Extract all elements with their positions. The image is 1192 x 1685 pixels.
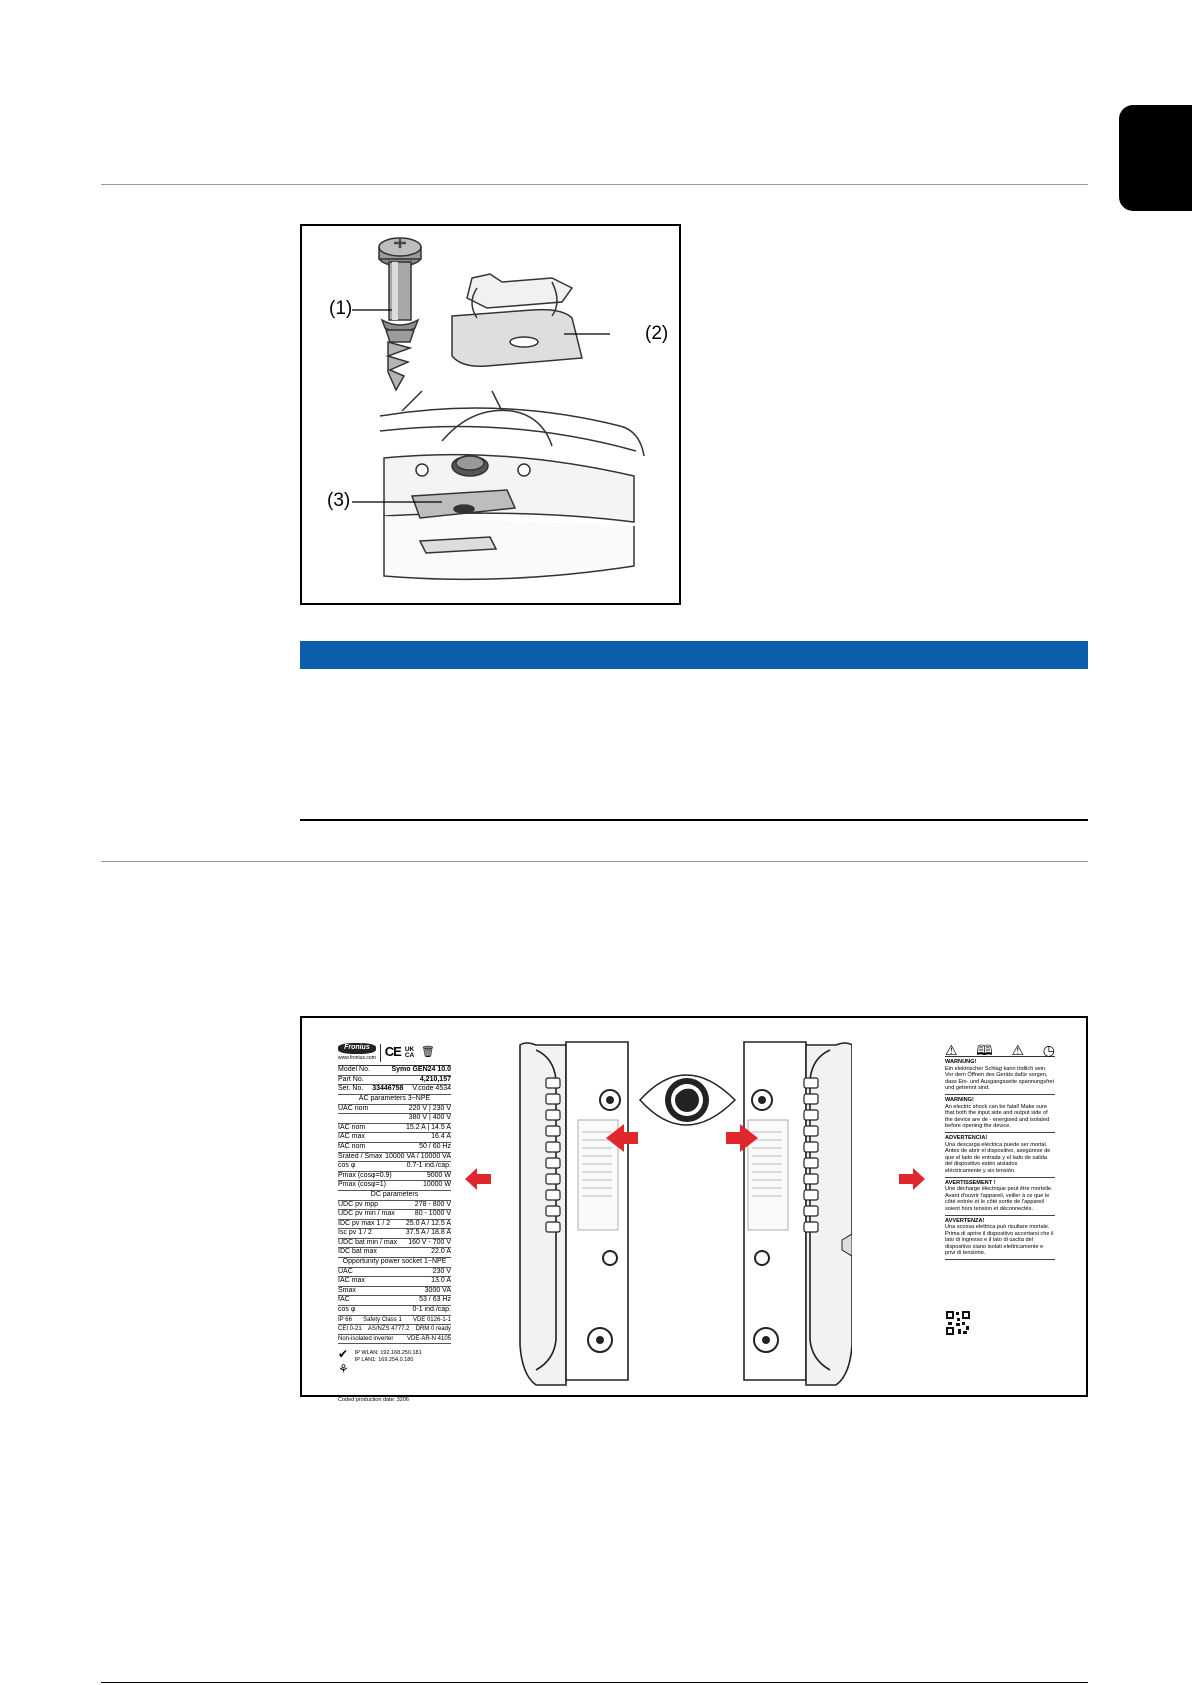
warning-triangle-icon: ⚠ bbox=[945, 1042, 958, 1058]
figure-mounting-parts bbox=[300, 224, 681, 605]
notice-bottom-rule bbox=[300, 819, 1088, 821]
warning-label: ⚠ 🕮 ⚠ ◷ WARNUNG! Ein elektrischer Schlag kann tödlich sein. Vor dem Öffnen des Geräts dafür sorgen, dass Ein- und Ausgangsseite spannungsfrei und getrennt sind. WARNING! An electric shock can be fatal! Make sure that both the input side and output side of the device are de - energised and isolated before opening the device. ADVERTENCIA! Una descarga eléctrica puede ser mortal. Antes de abrir el dispositivo, asegúrese de que el lado de entrada y el lado de salida del dispositivo estén aislados eléctricamente y sin tensión. AVERTISSEMENT ! Une décharge électrique peut être mortelle. Avant d'ouvrir l'appareil, veiller à ce que le côté entrée et le côté sortie de l'appareil soient hors tension et déconnectés. AVVERTENZA! Una scossa elettrica può risultare mortale. Prima di aprire il dispositivo accertarsi che il lato di ingresso e il lato di uscita del dispositivo siano isolati elettricamente e privi di tensione. bbox=[945, 1047, 1055, 1339]
ip-wlan: IP WLAN: 192.168.250.181 bbox=[354, 1350, 422, 1357]
fronius-logo: Fronius www.fronius.com bbox=[338, 1044, 376, 1061]
inverter-side-views bbox=[512, 1040, 852, 1395]
ukca-mark: UK CA bbox=[404, 1045, 415, 1059]
footer-rule bbox=[101, 1682, 1088, 1683]
top-divider bbox=[101, 184, 1088, 185]
notice-header-bar bbox=[300, 641, 1088, 669]
discharge-time-icon: ◷ bbox=[1042, 1042, 1055, 1058]
figure-rating-plate bbox=[300, 1016, 1088, 1403]
manual-book-icon: 🕮 bbox=[976, 1042, 993, 1058]
mounting-parts-illustration bbox=[302, 226, 679, 603]
production-date: Coded production date: 3206 bbox=[338, 1396, 409, 1403]
section-divider bbox=[101, 861, 1088, 862]
eye-icon bbox=[640, 1075, 735, 1125]
cert-seal-icon: ⚘ bbox=[338, 1362, 349, 1376]
arrow-left-icon bbox=[465, 1168, 491, 1190]
weee-bin-icon: 🗑 bbox=[420, 1046, 435, 1059]
callout-3: (3) bbox=[327, 490, 351, 511]
section-tab-marker bbox=[1119, 105, 1192, 211]
ip-lan: IP LAN1: 169.254.0.180 bbox=[354, 1357, 414, 1364]
rating-plate: Fronius www.fronius.com CE UK CA 🗑 Model No. Symo GEN24 10.0 Part No. 4,210,157 Ser. No. 33446758 V.code 4534 AC parameters 3~NPE UAC nom 220 V | 230 V 380 V | 400 V IAC nom 15.2 A | 14.5 A IAC max 16.4 A fAC nom 50 / 60 Hz Srated / Smax 10000 VA / 10000 VA cos φ 0.7-1 ind./cap. Pmax (cosφ=0.9) 9000 W Pmax (cosφ=1) 10000 W DC parameters UDC pv mpp 278 - 800 V UDC pv min / max 80 - 1000 V IDC pv max 1 / 2 25.0 A / 12.5 A Isc pv 1 / 2 37.5 A / 18.8 A UDC bat min / max 160 V - 700 V IDC bat max 22.0 A Opportunity power socket 1~NPE UAC 230 V IAC max 13.0 A Smax 3000 VA fAC 53 / 63 Hz cos φ 0-1 ind./cap. IP 66 Safety Class 1 VDE 0126-1-1 CEI 0-21 AS/NZS 4777.2 DRM 0 ready Non-isolated inverter VDE-AR-N 4105 ✔ ⚘ IP WLAN: 192.168.250.181 IP LAN1: 169.254.0.180 Coded production date: 3206 bbox=[338, 1044, 451, 1403]
screw-illustration bbox=[379, 238, 421, 390]
arrow-right-icon bbox=[899, 1168, 925, 1190]
clip-illustration bbox=[452, 274, 582, 366]
rcm-check-icon: ✔ bbox=[338, 1347, 349, 1362]
qr-code-icon bbox=[945, 1310, 971, 1336]
bracket-assembly-illustration bbox=[380, 391, 644, 579]
callout-2: (2) bbox=[645, 323, 669, 344]
warning-triangle-icon-2: ⚠ bbox=[1011, 1042, 1025, 1058]
callout-1: (1) bbox=[329, 298, 353, 319]
ce-mark: CE bbox=[384, 1044, 401, 1060]
